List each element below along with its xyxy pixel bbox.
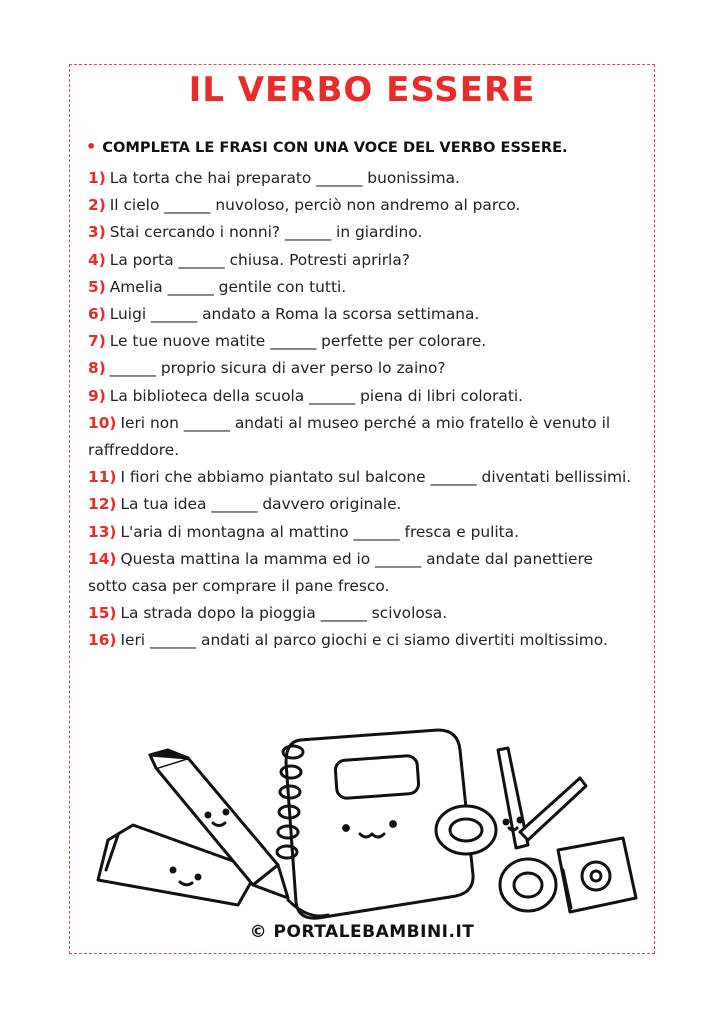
list-item: [88, 383, 636, 410]
item-text: Stai cercando i nonni? ______ in giardino.: [109, 223, 423, 242]
item-text: Ieri non ______ andati al museo perché a mio fratello è venuto il raffreddore.: [88, 413, 611, 460]
school-supplies-illustration: [88, 720, 648, 920]
item-text: ______ proprio sicura di aver perso lo zaino?: [109, 359, 446, 378]
item-text: La tua idea ______ davvero originale.: [120, 495, 402, 514]
item-number: 12): [88, 495, 117, 514]
item-number: 16): [88, 631, 117, 650]
list-item: [88, 355, 636, 382]
instruction-text: COMPLETA LE FRASI CON UNA VOCE DEL VERBO ESSERE.: [102, 139, 568, 156]
item-number: 8): [88, 359, 106, 378]
item-number: 7): [88, 332, 106, 351]
list-item: [88, 219, 636, 246]
item-text: Amelia ______ gentile con tutti.: [109, 277, 347, 296]
list-item: [88, 464, 636, 491]
item-number: 10): [88, 413, 117, 432]
list-item: [88, 192, 636, 219]
list-item: [88, 627, 636, 654]
list-item: [88, 410, 636, 464]
page-title: IL VERBO ESSERE: [188, 70, 536, 110]
list-item: [88, 491, 636, 518]
list-item: [88, 519, 636, 546]
item-number: 6): [88, 305, 106, 324]
item-text: La torta che hai preparato ______ buonissima.: [109, 169, 460, 187]
item-text: La porta ______ chiusa. Potresti aprirla?: [109, 250, 410, 269]
item-number: 11): [88, 468, 117, 487]
list-item: [88, 328, 636, 355]
item-text: I fiori che abbiamo piantato sul balcone ______ diventati bellissimi.: [120, 468, 632, 487]
list-item: [88, 546, 636, 600]
list-item: [88, 600, 636, 627]
item-number: 14): [88, 549, 117, 568]
list-item: [88, 165, 636, 192]
item-text: Le tue nuove matite ______ perfette per colorare.: [109, 332, 487, 351]
item-text: L'aria di montagna al mattino ______ fresca e pulita.: [120, 522, 520, 541]
exercise-list: [88, 165, 636, 655]
item-number: 15): [88, 604, 117, 623]
item-number: 2): [88, 196, 106, 215]
item-text: Luigi ______ andato a Roma la scorsa settimana.: [109, 305, 480, 324]
item-text: La strada dopo la pioggia ______ scivolosa.: [120, 604, 448, 623]
item-text: Questa mattina la mamma ed io ______ andate dal panettiere sotto casa per comprare il pane fresco.: [88, 549, 593, 596]
item-text: La biblioteca della scuola ______ piena di libri colorati.: [109, 386, 524, 405]
item-text: Il cielo ______ nuvoloso, perciò non andremo al parco.: [109, 196, 521, 215]
item-number: 4): [88, 250, 106, 269]
item-number: 5): [88, 277, 106, 296]
bullet-icon: •: [86, 137, 97, 156]
instruction: [86, 137, 646, 156]
list-item: [88, 274, 636, 301]
item-text: Ieri ______ andati al parco giochi e ci siamo divertiti moltissimo.: [120, 631, 608, 650]
list-item: [88, 247, 636, 274]
copyright-footer: © PORTALEBAMBINI.IT: [249, 922, 475, 942]
item-number: 13): [88, 522, 117, 541]
sharpener-icon: [558, 838, 636, 912]
list-item: [88, 301, 636, 328]
item-number: 1): [88, 169, 106, 187]
item-number: 9): [88, 386, 106, 405]
item-number: 3): [88, 223, 106, 242]
